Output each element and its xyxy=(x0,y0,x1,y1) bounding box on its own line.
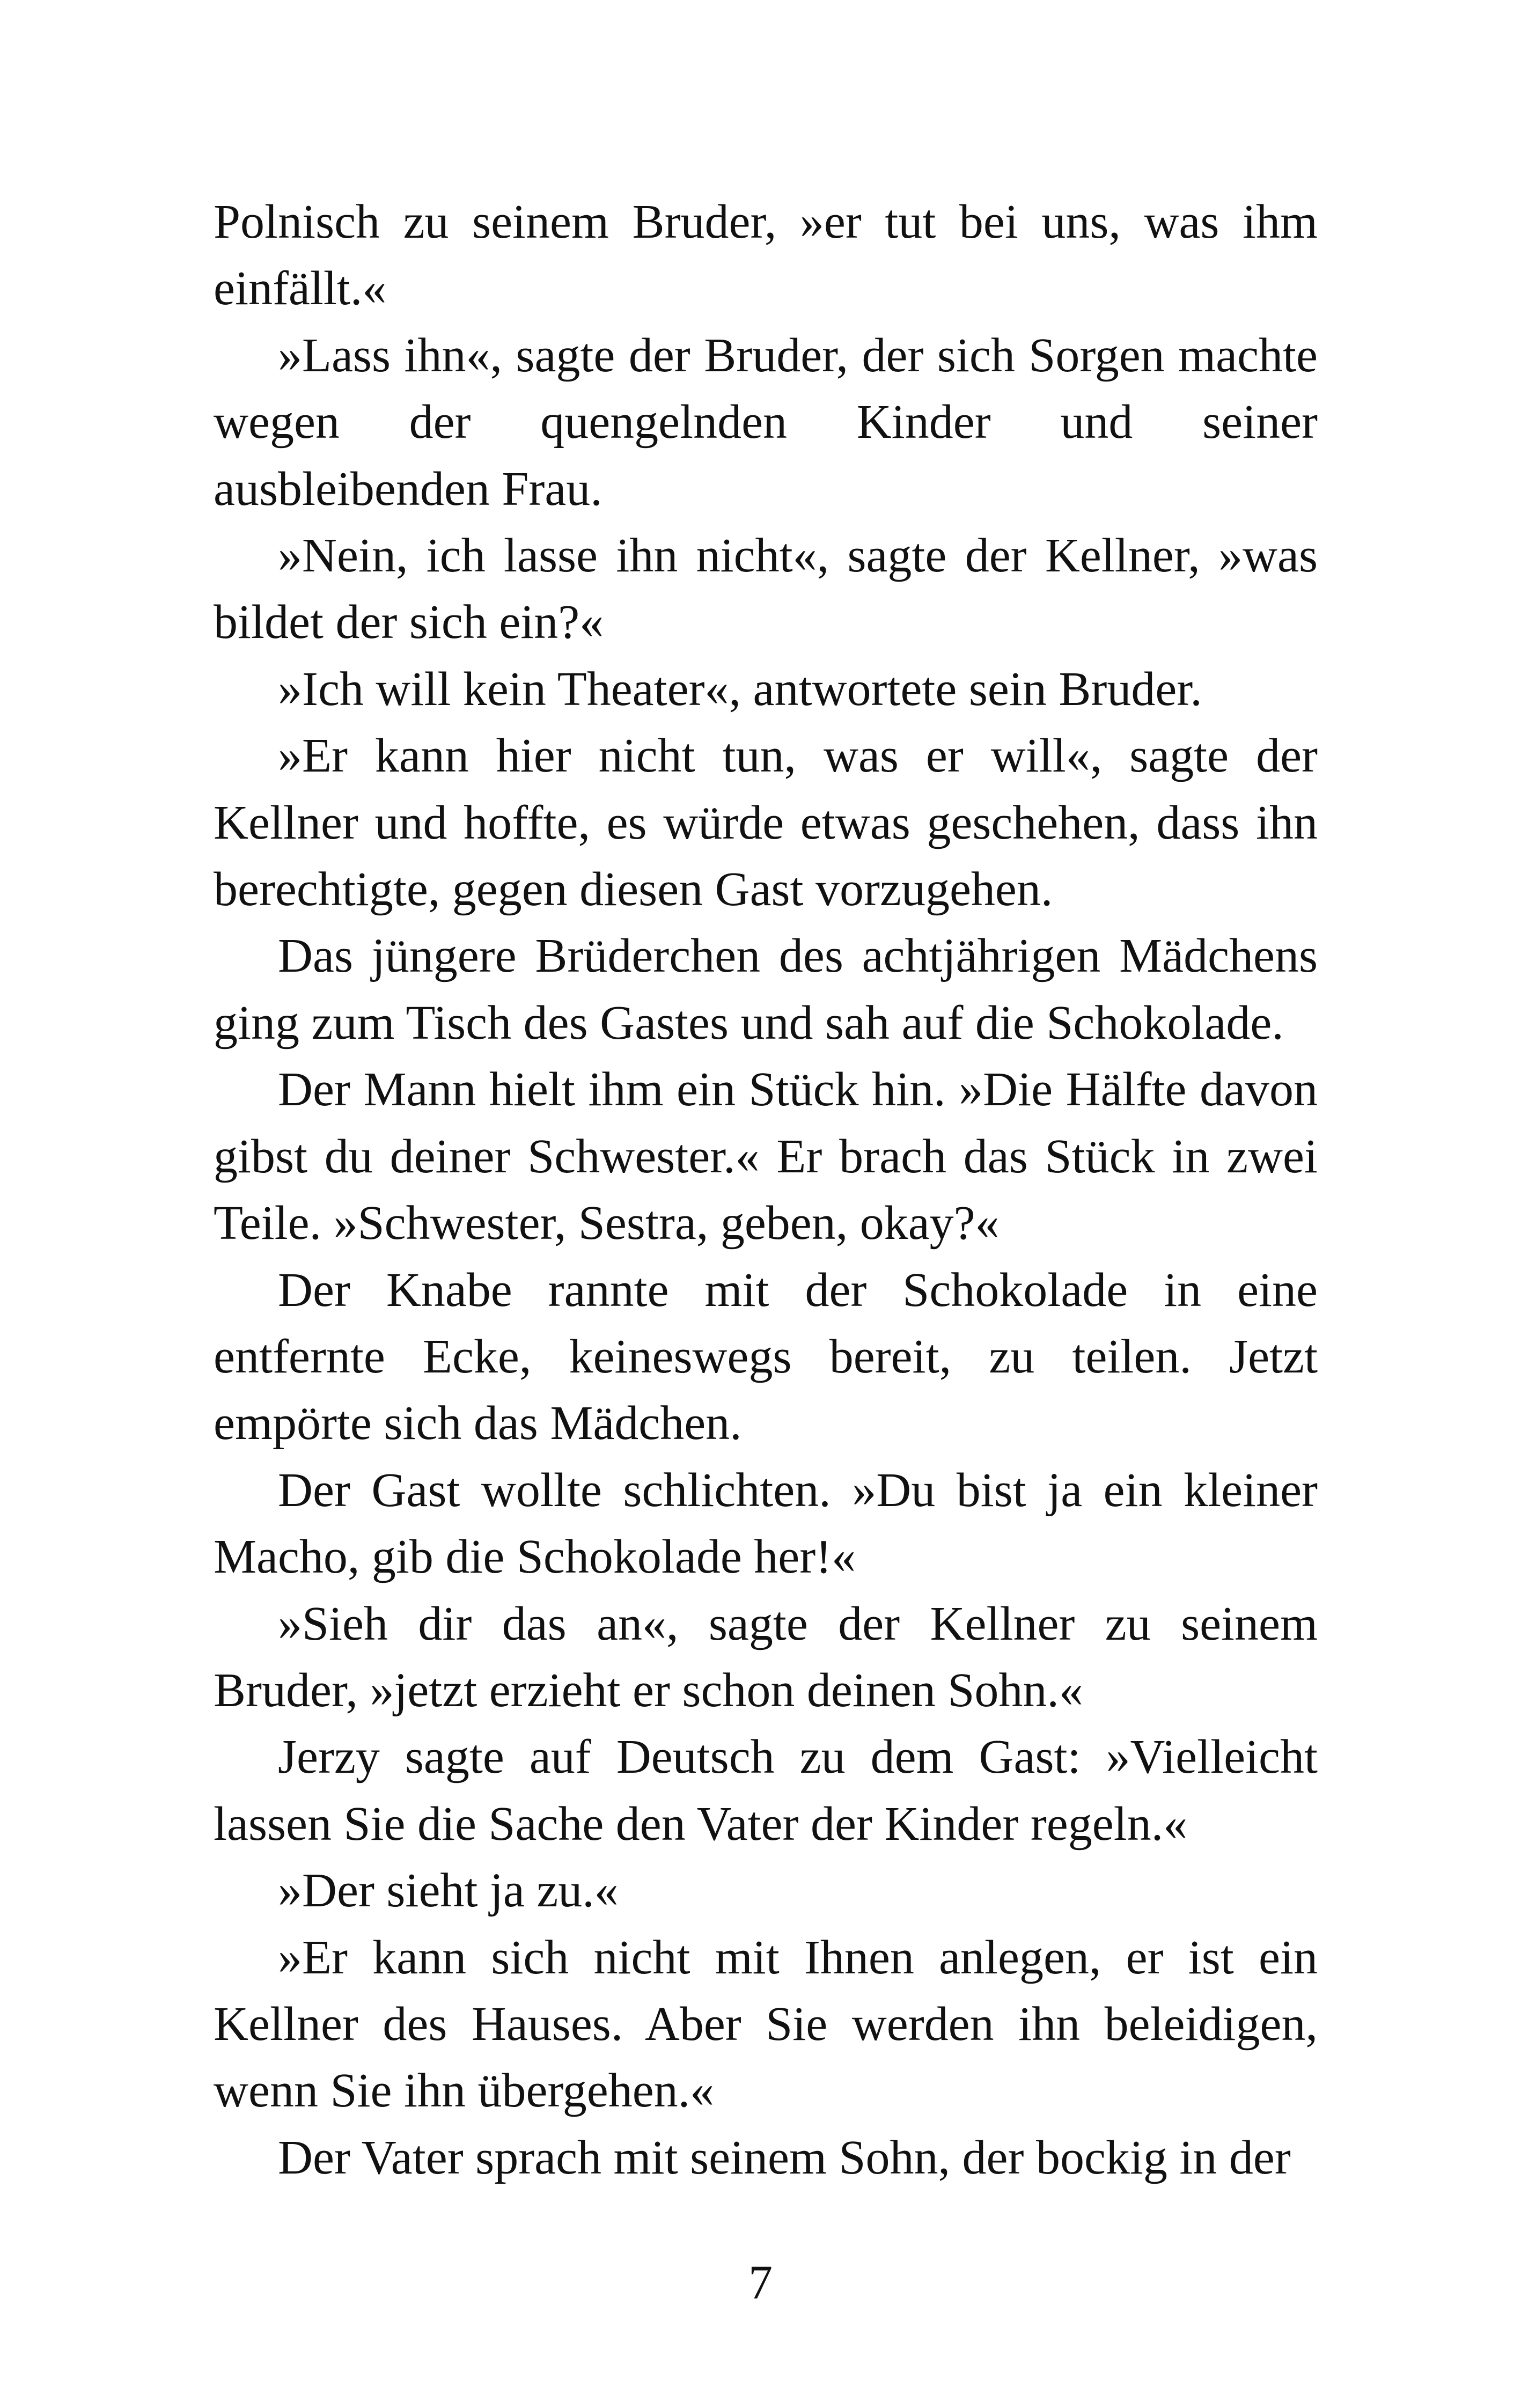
body-text xyxy=(214,189,1318,2191)
paragraph: Der Mann hielt ihm ein Stück hin. »Die Hälfte davon gibst du deiner Schwester.« Er brach das Stück in zwei Teile. »Schwester, Sestra, geben, okay?« xyxy=(214,1063,1318,1250)
paragraph: Das jüngere Brüderchen des achtjährigen Mädchens ging zum Tisch des Gastes und sah auf die Schokolade. xyxy=(214,929,1318,1049)
paragraph: Polnisch zu seinem Bruder, »er tut bei uns, was ihm einfällt.« xyxy=(214,195,1318,315)
paragraph: »Sieh dir das an«, sagte der Kellner zu seinem Bruder, »jetzt erzieht er schon deinen Sohn.« xyxy=(214,1597,1318,1717)
paragraph: »Der sieht ja zu.« xyxy=(278,1864,619,1918)
paragraph: »Er kann hier nicht tun, was er will«, sagte der Kellner und hoffte, es würde etwas geschehen, dass ihn berechtigte, gegen diesen Gast vorzugehen. xyxy=(214,729,1318,916)
paragraph: »Er kann sich nicht mit Ihnen anlegen, er ist ein Kellner des Hauses. Aber Sie werden ihn beleidigen, wenn Sie ihn übergehen.« xyxy=(214,1930,1318,2118)
page-number: 7 xyxy=(748,2256,773,2309)
paragraph: »Ich will kein Theater«, antwortete sein Bruder. xyxy=(278,662,1202,716)
paragraph: Jerzy sagte auf Deutsch zu dem Gast: »Vielleicht lassen Sie die Sache den Vater der Kinder regeln.« xyxy=(214,1730,1318,1851)
paragraph: »Nein, ich lasse ihn nicht«, sagte der Kellner, »was bildet der sich ein?« xyxy=(214,529,1318,649)
paragraph: Der Knabe rannte mit der Schokolade in eine entfernte Ecke, keineswegs bereit, zu teilen. Jetzt empörte sich das Mädchen. xyxy=(214,1263,1318,1450)
paragraph: »Lass ihn«, sagte der Bruder, der sich Sorgen machte wegen der quengelnden Kinder und seiner ausbleibenden Frau. xyxy=(214,328,1318,516)
paragraph: Der Gast wollte schlichten. »Du bist ja ein kleiner Macho, gib die Schokolade her!« xyxy=(214,1463,1318,1584)
paragraph: Der Vater sprach mit seinem Sohn, der bockig in der xyxy=(278,2131,1291,2184)
